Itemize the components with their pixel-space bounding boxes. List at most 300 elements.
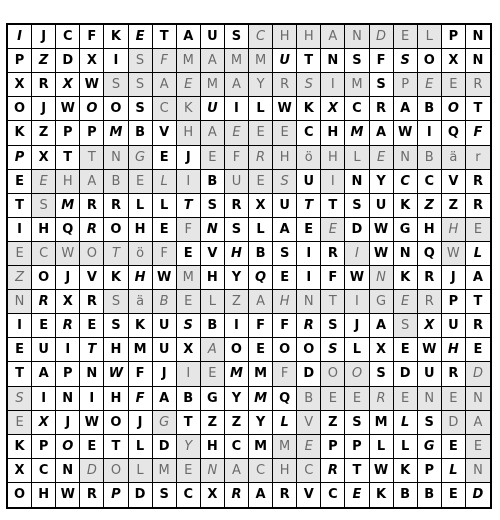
grid-cell-r5-c4[interactable]: N [104, 146, 128, 170]
grid-cell-r16-c4[interactable]: O [104, 411, 128, 435]
grid-cell-r7-c19[interactable]: R [466, 194, 490, 218]
grid-cell-r14-c14[interactable]: O [345, 362, 369, 386]
grid-cell-r17-c5[interactable]: L [129, 435, 153, 459]
grid-cell-r15-c3[interactable]: I [80, 387, 104, 411]
grid-cell-r8-c11[interactable]: A [273, 218, 297, 242]
grid-cell-r16-c11[interactable]: L [273, 411, 297, 435]
grid-cell-r13-c13[interactable]: S [321, 338, 345, 362]
grid-cell-r9-c19[interactable]: L [466, 242, 490, 266]
grid-cell-r9-c4[interactable]: T [104, 242, 128, 266]
grid-cell-r3-c1[interactable]: J [32, 97, 56, 121]
grid-cell-r16-c16[interactable]: L [394, 411, 418, 435]
grid-cell-r12-c13[interactable]: S [321, 314, 345, 338]
grid-cell-r11-c14[interactable]: I [345, 290, 369, 314]
grid-cell-r0-c4[interactable]: K [104, 25, 128, 49]
grid-cell-r17-c4[interactable]: T [104, 435, 128, 459]
grid-cell-r9-c3[interactable]: O [80, 242, 104, 266]
grid-cell-r9-c17[interactable]: Q [418, 242, 442, 266]
grid-cell-r3-c10[interactable]: L [249, 97, 273, 121]
grid-cell-r5-c15[interactable]: E [370, 146, 394, 170]
grid-cell-r9-c8[interactable]: V [201, 242, 225, 266]
grid-cell-r9-c7[interactable]: E [177, 242, 201, 266]
grid-cell-r11-c17[interactable]: R [418, 290, 442, 314]
grid-cell-r5-c2[interactable]: T [56, 146, 80, 170]
grid-cell-r2-c11[interactable]: R [273, 73, 297, 97]
grid-cell-r12-c10[interactable]: F [249, 314, 273, 338]
grid-cell-r6-c19[interactable]: R [466, 170, 490, 194]
grid-cell-r10-c1[interactable]: O [32, 266, 56, 290]
grid-cell-r18-c6[interactable]: M [153, 459, 177, 483]
grid-cell-r19-c9[interactable]: R [225, 483, 249, 507]
grid-cell-r7-c10[interactable]: X [249, 194, 273, 218]
grid-cell-r4-c7[interactable]: H [177, 121, 201, 145]
grid-cell-r5-c13[interactable]: H [321, 146, 345, 170]
grid-cell-r10-c6[interactable]: W [153, 266, 177, 290]
grid-cell-r16-c17[interactable]: S [418, 411, 442, 435]
grid-cell-r2-c6[interactable]: A [153, 73, 177, 97]
grid-cell-r2-c13[interactable]: I [321, 73, 345, 97]
grid-cell-r12-c17[interactable]: X [418, 314, 442, 338]
grid-cell-r16-c12[interactable]: V [297, 411, 321, 435]
grid-cell-r14-c0[interactable]: T [8, 362, 32, 386]
grid-cell-r3-c16[interactable]: A [394, 97, 418, 121]
grid-cell-r8-c16[interactable]: G [394, 218, 418, 242]
grid-cell-r8-c2[interactable]: Q [56, 218, 80, 242]
grid-cell-r6-c17[interactable]: C [418, 170, 442, 194]
grid-cell-r0-c13[interactable]: A [321, 25, 345, 49]
grid-cell-r1-c9[interactable]: M [225, 49, 249, 73]
grid-cell-r12-c4[interactable]: S [104, 314, 128, 338]
grid-cell-r15-c15[interactable]: R [370, 387, 394, 411]
grid-cell-r3-c6[interactable]: C [153, 97, 177, 121]
grid-cell-r13-c12[interactable]: O [297, 338, 321, 362]
grid-cell-r7-c3[interactable]: R [80, 194, 104, 218]
grid-cell-r18-c1[interactable]: C [32, 459, 56, 483]
grid-cell-r16-c8[interactable]: Z [201, 411, 225, 435]
grid-cell-r2-c18[interactable]: E [442, 73, 466, 97]
grid-cell-r19-c0[interactable]: O [8, 483, 32, 507]
grid-cell-r2-c19[interactable]: R [466, 73, 490, 97]
grid-cell-r2-c10[interactable]: Y [249, 73, 273, 97]
grid-cell-r9-c1[interactable]: C [32, 242, 56, 266]
grid-cell-r1-c14[interactable]: S [345, 49, 369, 73]
grid-cell-r10-c10[interactable]: Q [249, 266, 273, 290]
grid-cell-r16-c13[interactable]: Z [321, 411, 345, 435]
grid-cell-r0-c1[interactable]: J [32, 25, 56, 49]
grid-cell-r15-c1[interactable]: I [32, 387, 56, 411]
grid-cell-r15-c5[interactable]: F [129, 387, 153, 411]
grid-cell-r6-c15[interactable]: Y [370, 170, 394, 194]
grid-cell-r12-c6[interactable]: U [153, 314, 177, 338]
grid-cell-r19-c11[interactable]: R [273, 483, 297, 507]
grid-cell-r5-c1[interactable]: X [32, 146, 56, 170]
grid-cell-r2-c3[interactable]: W [80, 73, 104, 97]
grid-cell-r12-c8[interactable]: B [201, 314, 225, 338]
grid-cell-r14-c12[interactable]: D [297, 362, 321, 386]
grid-cell-r10-c0[interactable]: Z [8, 266, 32, 290]
grid-cell-r12-c18[interactable]: U [442, 314, 466, 338]
grid-cell-r14-c11[interactable]: F [273, 362, 297, 386]
grid-cell-r13-c17[interactable]: W [418, 338, 442, 362]
grid-cell-r16-c5[interactable]: J [129, 411, 153, 435]
grid-cell-r2-c0[interactable]: X [8, 73, 32, 97]
grid-cell-r1-c8[interactable]: A [201, 49, 225, 73]
grid-cell-r8-c14[interactable]: D [345, 218, 369, 242]
grid-cell-r6-c13[interactable]: I [321, 170, 345, 194]
grid-cell-r7-c9[interactable]: R [225, 194, 249, 218]
grid-cell-r8-c4[interactable]: O [104, 218, 128, 242]
grid-cell-r19-c7[interactable]: C [177, 483, 201, 507]
grid-cell-r11-c8[interactable]: L [201, 290, 225, 314]
grid-cell-r12-c14[interactable]: J [345, 314, 369, 338]
grid-cell-r8-c0[interactable]: I [8, 218, 32, 242]
grid-cell-r2-c2[interactable]: X [56, 73, 80, 97]
grid-cell-r12-c15[interactable]: A [370, 314, 394, 338]
grid-cell-r17-c11[interactable]: M [273, 435, 297, 459]
grid-cell-r13-c3[interactable]: T [80, 338, 104, 362]
grid-cell-r3-c9[interactable]: I [225, 97, 249, 121]
grid-cell-r7-c1[interactable]: S [32, 194, 56, 218]
grid-cell-r11-c11[interactable]: H [273, 290, 297, 314]
grid-cell-r10-c14[interactable]: W [345, 266, 369, 290]
grid-cell-r9-c12[interactable]: I [297, 242, 321, 266]
grid-cell-r12-c5[interactable]: K [129, 314, 153, 338]
grid-cell-r9-c6[interactable]: F [153, 242, 177, 266]
grid-cell-r7-c14[interactable]: S [345, 194, 369, 218]
grid-cell-r5-c19[interactable]: r [466, 146, 490, 170]
grid-cell-r15-c12[interactable]: B [297, 387, 321, 411]
grid-cell-r16-c3[interactable]: W [80, 411, 104, 435]
grid-cell-r10-c13[interactable]: F [321, 266, 345, 290]
grid-cell-r8-c8[interactable]: N [201, 218, 225, 242]
grid-cell-r13-c11[interactable]: O [273, 338, 297, 362]
grid-cell-r5-c16[interactable]: N [394, 146, 418, 170]
grid-cell-r14-c18[interactable]: R [442, 362, 466, 386]
grid-cell-r9-c2[interactable]: W [56, 242, 80, 266]
grid-cell-r10-c19[interactable]: A [466, 266, 490, 290]
grid-cell-r2-c4[interactable]: S [104, 73, 128, 97]
grid-cell-r11-c15[interactable]: G [370, 290, 394, 314]
grid-cell-r6-c7[interactable]: I [177, 170, 201, 194]
grid-cell-r13-c9[interactable]: O [225, 338, 249, 362]
grid-cell-r2-c17[interactable]: E [418, 73, 442, 97]
grid-cell-r7-c2[interactable]: M [56, 194, 80, 218]
grid-cell-r10-c11[interactable]: E [273, 266, 297, 290]
grid-cell-r4-c5[interactable]: B [129, 121, 153, 145]
grid-cell-r13-c1[interactable]: U [32, 338, 56, 362]
grid-cell-r13-c0[interactable]: E [8, 338, 32, 362]
grid-cell-r5-c7[interactable]: J [177, 146, 201, 170]
grid-cell-r3-c8[interactable]: U [201, 97, 225, 121]
grid-cell-r10-c7[interactable]: M [177, 266, 201, 290]
grid-cell-r17-c2[interactable]: O [56, 435, 80, 459]
grid-cell-r19-c14[interactable]: E [345, 483, 369, 507]
grid-cell-r4-c1[interactable]: Z [32, 121, 56, 145]
grid-cell-r9-c10[interactable]: B [249, 242, 273, 266]
grid-cell-r16-c2[interactable]: J [56, 411, 80, 435]
grid-cell-r0-c6[interactable]: T [153, 25, 177, 49]
grid-cell-r3-c2[interactable]: W [56, 97, 80, 121]
grid-cell-r1-c4[interactable]: I [104, 49, 128, 73]
grid-cell-r2-c15[interactable]: S [370, 73, 394, 97]
grid-cell-r18-c10[interactable]: C [249, 459, 273, 483]
grid-cell-r9-c0[interactable]: E [8, 242, 32, 266]
grid-cell-r7-c4[interactable]: R [104, 194, 128, 218]
grid-cell-r3-c5[interactable]: S [129, 97, 153, 121]
grid-cell-r2-c12[interactable]: S [297, 73, 321, 97]
grid-cell-r18-c8[interactable]: N [201, 459, 225, 483]
grid-cell-r1-c16[interactable]: S [394, 49, 418, 73]
grid-cell-r11-c12[interactable]: N [297, 290, 321, 314]
grid-cell-r6-c9[interactable]: U [225, 170, 249, 194]
grid-cell-r0-c18[interactable]: P [442, 25, 466, 49]
grid-cell-r18-c2[interactable]: N [56, 459, 80, 483]
grid-cell-r14-c6[interactable]: J [153, 362, 177, 386]
grid-cell-r18-c12[interactable]: C [297, 459, 321, 483]
grid-cell-r19-c2[interactable]: W [56, 483, 80, 507]
grid-cell-r14-c3[interactable]: N [80, 362, 104, 386]
grid-cell-r16-c1[interactable]: X [32, 411, 56, 435]
grid-cell-r10-c16[interactable]: K [394, 266, 418, 290]
grid-cell-r17-c1[interactable]: P [32, 435, 56, 459]
grid-cell-r6-c3[interactable]: A [80, 170, 104, 194]
grid-cell-r10-c5[interactable]: H [129, 266, 153, 290]
grid-cell-r3-c7[interactable]: K [177, 97, 201, 121]
grid-cell-r10-c3[interactable]: V [80, 266, 104, 290]
grid-cell-r14-c16[interactable]: D [394, 362, 418, 386]
grid-cell-r19-c8[interactable]: X [201, 483, 225, 507]
grid-cell-r13-c10[interactable]: E [249, 338, 273, 362]
grid-cell-r16-c10[interactable]: Y [249, 411, 273, 435]
grid-cell-r1-c17[interactable]: O [418, 49, 442, 73]
grid-cell-r18-c7[interactable]: E [177, 459, 201, 483]
grid-cell-r12-c12[interactable]: R [297, 314, 321, 338]
grid-cell-r11-c19[interactable]: T [466, 290, 490, 314]
grid-cell-r18-c17[interactable]: P [418, 459, 442, 483]
grid-cell-r16-c9[interactable]: Z [225, 411, 249, 435]
grid-cell-r4-c3[interactable]: P [80, 121, 104, 145]
grid-cell-r3-c17[interactable]: B [418, 97, 442, 121]
grid-cell-r4-c19[interactable]: F [466, 121, 490, 145]
grid-cell-r12-c3[interactable]: E [80, 314, 104, 338]
grid-cell-r11-c1[interactable]: R [32, 290, 56, 314]
grid-cell-r17-c15[interactable]: L [370, 435, 394, 459]
grid-cell-r14-c1[interactable]: A [32, 362, 56, 386]
grid-cell-r19-c5[interactable]: D [129, 483, 153, 507]
grid-cell-r4-c8[interactable]: A [201, 121, 225, 145]
grid-cell-r19-c12[interactable]: V [297, 483, 321, 507]
grid-cell-r7-c5[interactable]: L [129, 194, 153, 218]
grid-cell-r3-c15[interactable]: R [370, 97, 394, 121]
grid-cell-r14-c9[interactable]: M [225, 362, 249, 386]
grid-cell-r17-c16[interactable]: L [394, 435, 418, 459]
grid-cell-r8-c19[interactable]: E [466, 218, 490, 242]
grid-cell-r18-c16[interactable]: K [394, 459, 418, 483]
grid-cell-r7-c0[interactable]: T [8, 194, 32, 218]
grid-cell-r17-c8[interactable]: H [201, 435, 225, 459]
grid-cell-r11-c4[interactable]: S [104, 290, 128, 314]
grid-cell-r1-c11[interactable]: U [273, 49, 297, 73]
grid-cell-r10-c4[interactable]: K [104, 266, 128, 290]
grid-cell-r16-c18[interactable]: D [442, 411, 466, 435]
grid-cell-r15-c4[interactable]: H [104, 387, 128, 411]
grid-cell-r3-c0[interactable]: O [8, 97, 32, 121]
grid-cell-r9-c14[interactable]: I [345, 242, 369, 266]
grid-cell-r17-c3[interactable]: E [80, 435, 104, 459]
grid-cell-r6-c12[interactable]: U [297, 170, 321, 194]
grid-cell-r2-c9[interactable]: A [225, 73, 249, 97]
grid-cell-r8-c6[interactable]: E [153, 218, 177, 242]
grid-cell-r9-c15[interactable]: W [370, 242, 394, 266]
grid-cell-r18-c3[interactable]: D [80, 459, 104, 483]
grid-cell-r8-c9[interactable]: S [225, 218, 249, 242]
grid-cell-r15-c0[interactable]: S [8, 387, 32, 411]
grid-cell-r7-c8[interactable]: S [201, 194, 225, 218]
grid-cell-r12-c1[interactable]: E [32, 314, 56, 338]
grid-cell-r8-c18[interactable]: H [442, 218, 466, 242]
grid-cell-r10-c9[interactable]: Y [225, 266, 249, 290]
grid-cell-r18-c19[interactable]: N [466, 459, 490, 483]
grid-cell-r12-c0[interactable]: I [8, 314, 32, 338]
grid-cell-r5-c11[interactable]: H [273, 146, 297, 170]
grid-cell-r17-c19[interactable]: E [466, 435, 490, 459]
grid-cell-r14-c13[interactable]: O [321, 362, 345, 386]
grid-cell-r0-c7[interactable]: A [177, 25, 201, 49]
grid-cell-r1-c15[interactable]: F [370, 49, 394, 73]
grid-cell-r9-c13[interactable]: R [321, 242, 345, 266]
grid-cell-r14-c17[interactable]: U [418, 362, 442, 386]
grid-cell-r15-c6[interactable]: A [153, 387, 177, 411]
grid-cell-r5-c17[interactable]: B [418, 146, 442, 170]
grid-cell-r16-c7[interactable]: T [177, 411, 201, 435]
grid-cell-r0-c9[interactable]: S [225, 25, 249, 49]
grid-cell-r4-c15[interactable]: A [370, 121, 394, 145]
grid-cell-r11-c3[interactable]: R [80, 290, 104, 314]
grid-cell-r4-c14[interactable]: M [345, 121, 369, 145]
grid-cell-r0-c17[interactable]: L [418, 25, 442, 49]
grid-cell-r5-c3[interactable]: T [80, 146, 104, 170]
grid-cell-r5-c14[interactable]: L [345, 146, 369, 170]
grid-cell-r11-c13[interactable]: T [321, 290, 345, 314]
grid-cell-r9-c18[interactable]: W [442, 242, 466, 266]
grid-cell-r5-c12[interactable]: ö [297, 146, 321, 170]
grid-cell-r16-c6[interactable]: G [153, 411, 177, 435]
grid-cell-r7-c16[interactable]: K [394, 194, 418, 218]
grid-cell-r15-c14[interactable]: E [345, 387, 369, 411]
grid-cell-r6-c5[interactable]: E [129, 170, 153, 194]
grid-cell-r15-c9[interactable]: Y [225, 387, 249, 411]
grid-cell-r12-c19[interactable]: R [466, 314, 490, 338]
grid-cell-r3-c3[interactable]: O [80, 97, 104, 121]
grid-cell-r15-c7[interactable]: B [177, 387, 201, 411]
grid-cell-r8-c10[interactable]: L [249, 218, 273, 242]
grid-cell-r4-c18[interactable]: Q [442, 121, 466, 145]
grid-cell-r6-c11[interactable]: S [273, 170, 297, 194]
grid-cell-r10-c8[interactable]: H [201, 266, 225, 290]
grid-cell-r13-c4[interactable]: H [104, 338, 128, 362]
grid-cell-r7-c11[interactable]: U [273, 194, 297, 218]
grid-cell-r13-c18[interactable]: H [442, 338, 466, 362]
grid-cell-r13-c14[interactable]: L [345, 338, 369, 362]
grid-cell-r13-c2[interactable]: I [56, 338, 80, 362]
grid-cell-r19-c17[interactable]: B [418, 483, 442, 507]
grid-cell-r10-c18[interactable]: J [442, 266, 466, 290]
grid-cell-r3-c18[interactable]: O [442, 97, 466, 121]
grid-cell-r18-c18[interactable]: L [442, 459, 466, 483]
grid-cell-r8-c3[interactable]: R [80, 218, 104, 242]
grid-cell-r1-c2[interactable]: D [56, 49, 80, 73]
grid-cell-r12-c9[interactable]: I [225, 314, 249, 338]
grid-cell-r0-c5[interactable]: E [129, 25, 153, 49]
grid-cell-r19-c16[interactable]: B [394, 483, 418, 507]
grid-cell-r0-c8[interactable]: U [201, 25, 225, 49]
grid-cell-r4-c2[interactable]: P [56, 121, 80, 145]
grid-cell-r15-c17[interactable]: N [418, 387, 442, 411]
grid-cell-r17-c0[interactable]: K [8, 435, 32, 459]
grid-cell-r19-c19[interactable]: D [466, 483, 490, 507]
grid-cell-r2-c1[interactable]: R [32, 73, 56, 97]
grid-cell-r18-c4[interactable]: O [104, 459, 128, 483]
grid-cell-r13-c16[interactable]: E [394, 338, 418, 362]
grid-cell-r6-c10[interactable]: E [249, 170, 273, 194]
grid-cell-r5-c6[interactable]: E [153, 146, 177, 170]
grid-cell-r14-c15[interactable]: S [370, 362, 394, 386]
grid-cell-r11-c6[interactable]: B [153, 290, 177, 314]
grid-cell-r17-c13[interactable]: P [321, 435, 345, 459]
grid-cell-r15-c11[interactable]: Q [273, 387, 297, 411]
grid-cell-r3-c13[interactable]: X [321, 97, 345, 121]
grid-cell-r7-c17[interactable]: Z [418, 194, 442, 218]
grid-cell-r14-c4[interactable]: W [104, 362, 128, 386]
grid-cell-r9-c5[interactable]: ö [129, 242, 153, 266]
grid-cell-r0-c14[interactable]: N [345, 25, 369, 49]
grid-cell-r1-c7[interactable]: M [177, 49, 201, 73]
grid-cell-r6-c8[interactable]: B [201, 170, 225, 194]
grid-cell-r4-c0[interactable]: K [8, 121, 32, 145]
grid-cell-r11-c9[interactable]: Z [225, 290, 249, 314]
grid-cell-r8-c1[interactable]: H [32, 218, 56, 242]
grid-cell-r3-c19[interactable]: T [466, 97, 490, 121]
grid-cell-r18-c11[interactable]: H [273, 459, 297, 483]
grid-cell-r13-c8[interactable]: A [201, 338, 225, 362]
grid-cell-r4-c10[interactable]: E [249, 121, 273, 145]
grid-cell-r14-c7[interactable]: I [177, 362, 201, 386]
grid-cell-r13-c5[interactable]: M [129, 338, 153, 362]
grid-cell-r11-c0[interactable]: N [8, 290, 32, 314]
grid-cell-r8-c13[interactable]: E [321, 218, 345, 242]
grid-cell-r6-c1[interactable]: E [32, 170, 56, 194]
grid-cell-r19-c1[interactable]: H [32, 483, 56, 507]
grid-cell-r7-c13[interactable]: T [321, 194, 345, 218]
grid-cell-r4-c17[interactable]: I [418, 121, 442, 145]
grid-cell-r3-c14[interactable]: C [345, 97, 369, 121]
grid-cell-r16-c0[interactable]: E [8, 411, 32, 435]
grid-cell-r1-c12[interactable]: T [297, 49, 321, 73]
grid-cell-r15-c19[interactable]: N [466, 387, 490, 411]
grid-cell-r17-c17[interactable]: G [418, 435, 442, 459]
grid-cell-r14-c8[interactable]: E [201, 362, 225, 386]
grid-cell-r19-c13[interactable]: C [321, 483, 345, 507]
grid-cell-r0-c0[interactable]: I [8, 25, 32, 49]
grid-cell-r0-c16[interactable]: E [394, 25, 418, 49]
grid-cell-r18-c13[interactable]: R [321, 459, 345, 483]
grid-cell-r7-c12[interactable]: T [297, 194, 321, 218]
grid-cell-r6-c6[interactable]: L [153, 170, 177, 194]
grid-cell-r1-c13[interactable]: N [321, 49, 345, 73]
grid-cell-r19-c3[interactable]: R [80, 483, 104, 507]
grid-cell-r6-c14[interactable]: N [345, 170, 369, 194]
grid-cell-r6-c18[interactable]: V [442, 170, 466, 194]
